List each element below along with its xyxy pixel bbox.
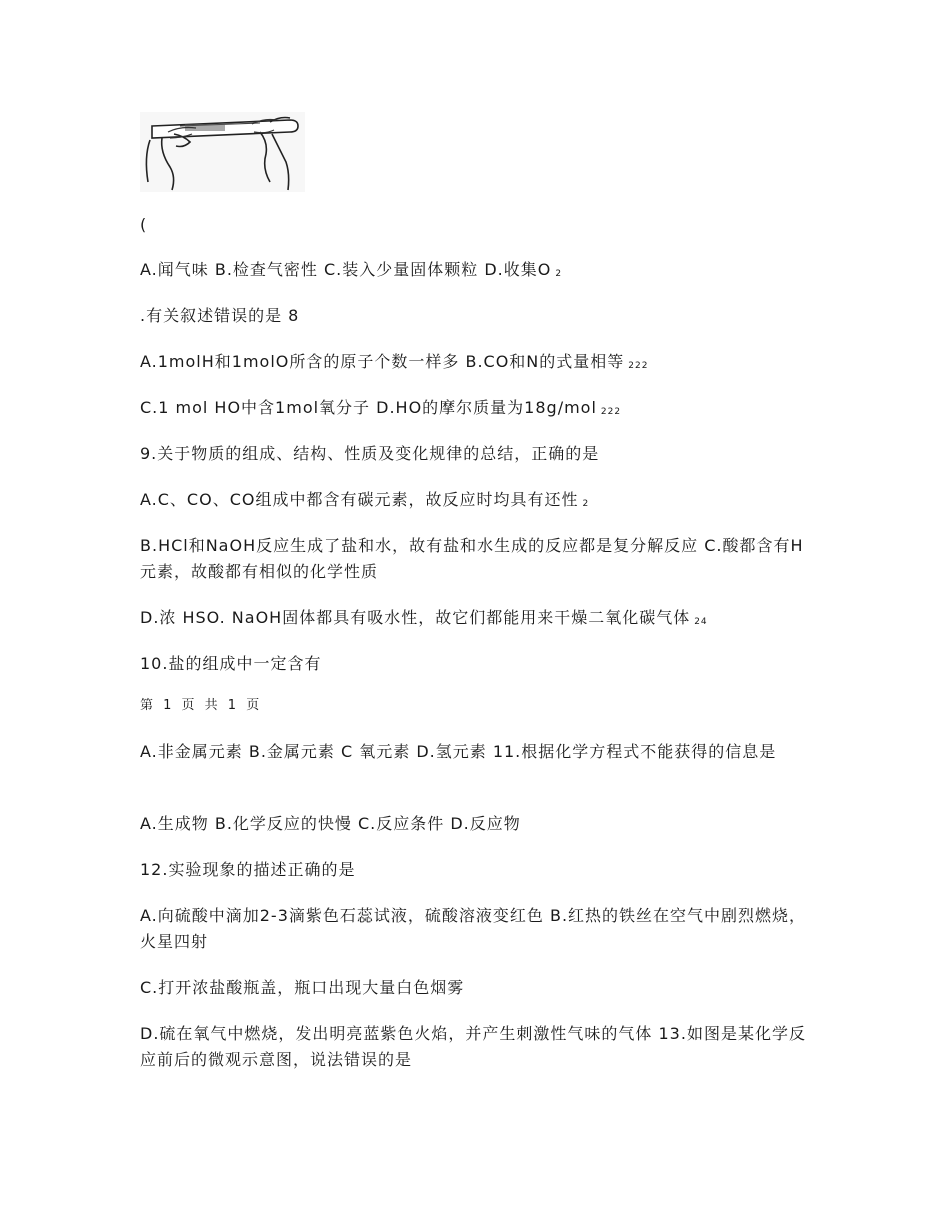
q12-option-c: C.打开浓盐酸瓶盖，瓶口出现大量白色烟雾	[140, 978, 465, 997]
q10-options-q11-title: A.非金属元素 B.金属元素 C 氧元素 D.氢元素 11.根据化学方程式不能获得的信息是	[140, 742, 777, 761]
q12-options-ab: A.向硫酸中滴加2-3滴紫色石蕊试液，硫酸溶液变红色 B.红热的铁丝在空气中剧烈燃烧，火星四射	[140, 906, 807, 951]
q8-options-cd	[140, 395, 621, 425]
q7-options-text: A.闻气味 B.检查气密性 C.装入少量固体颗粒 D.收集O	[140, 260, 552, 279]
test-tube-hands-illustration	[140, 112, 305, 192]
q8-ab-text: A.1molH和1molO所含的原子个数一样多 B.CO和N的式量相等	[140, 352, 625, 371]
q10-title: 10.盐的组成中一定含有	[140, 654, 322, 673]
q8-options-ab	[140, 349, 648, 379]
q8-ab-subscript: 222	[628, 361, 649, 371]
q7-options	[140, 257, 562, 287]
q8-cd-subscript: 222	[600, 407, 622, 417]
q8-cd-text: C.1 mol HO中含1mol氧分子 D.HO的摩尔质量为18g/mol	[140, 398, 597, 417]
q9-a-subscript: 2	[582, 499, 590, 509]
q9-options-bc: B.HCl和NaOH反应生成了盐和水，故有盐和水生成的反应都是复分解反应 C.酸都含有H元素，故酸都有相似的化学性质	[140, 536, 804, 581]
q9-d-subscript: 24	[694, 617, 708, 627]
q9-a-text: A.C、CO、CO组成中都含有碳元素，故反应时均具有还性	[140, 490, 579, 509]
q9-d-text: D.浓 HSO. NaOH固体都具有吸水性，故它们都能用来干燥二氧化碳气体	[140, 608, 691, 627]
q7-subscript: 2	[555, 269, 563, 279]
page-footer: 第 1 页 共 1 页	[140, 698, 263, 713]
q9-option-a	[140, 487, 589, 517]
q12-title: 12.实验现象的描述正确的是	[140, 860, 356, 879]
q8-title: .有关叙述错误的是 8	[140, 306, 300, 325]
q9-title: 9.关于物质的组成、结构、性质及变化规律的总结，正确的是	[140, 444, 600, 463]
q12-option-d-q13-title: D.硫在氧气中燃烧，发出明亮蓝紫色火焰，并产生刺激性气味的气体 13.如图是某化学反应前后的微观示意图，说法错误的是	[140, 1024, 806, 1069]
open-paren: (	[140, 215, 148, 234]
q11-options: A.生成物 B.化学反应的快慢 C.反应条件 D.反应物	[140, 814, 521, 833]
q9-option-d	[140, 605, 708, 635]
